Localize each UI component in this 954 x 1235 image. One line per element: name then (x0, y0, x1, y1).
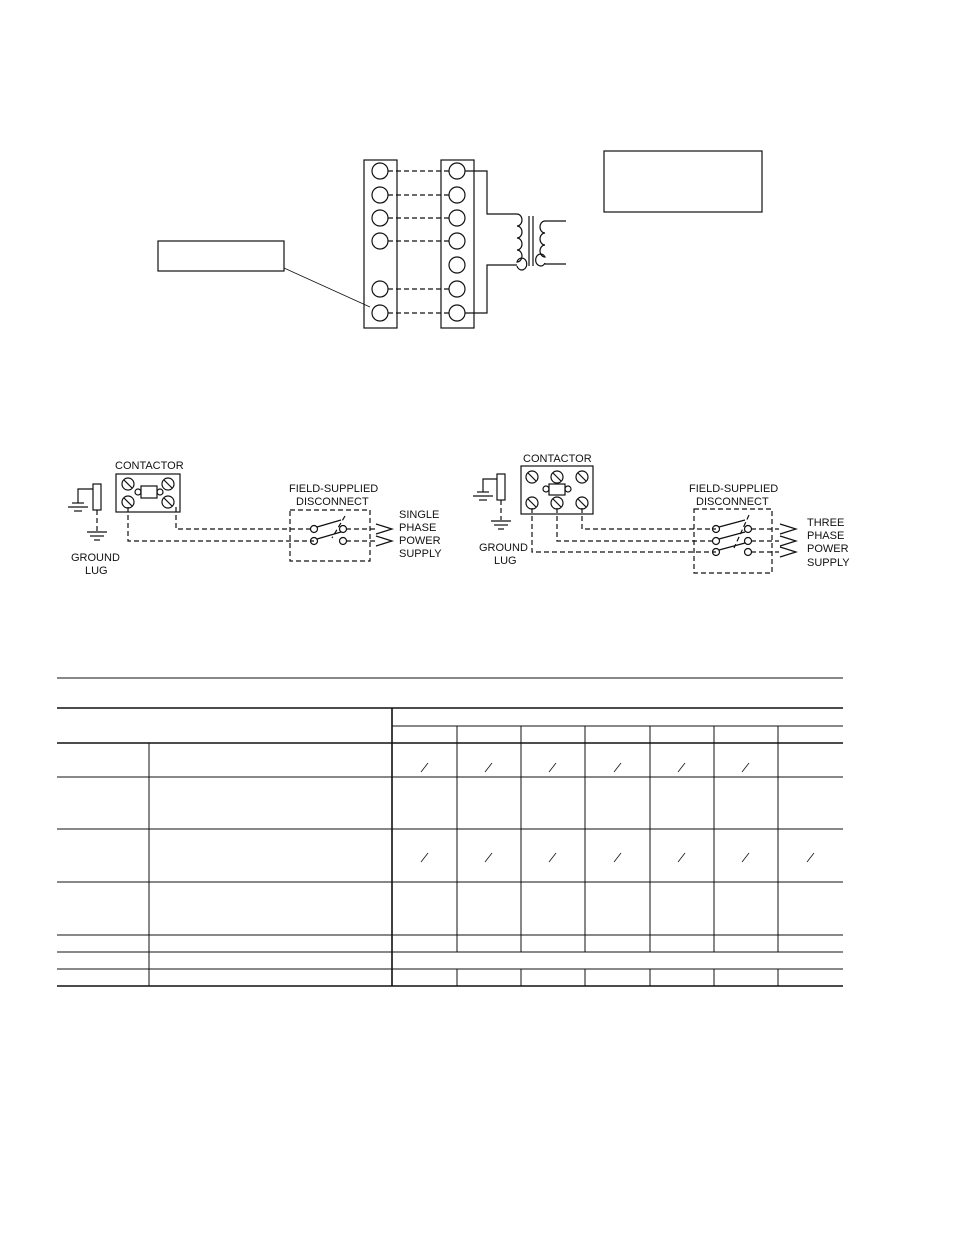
terminal-circle (449, 233, 465, 249)
svg-text:LUG: LUG (85, 565, 108, 577)
terminal-circle (372, 163, 388, 179)
svg-text:PHASE: PHASE (399, 522, 437, 534)
terminal-circle (449, 281, 465, 297)
svg-text:THREE: THREE (807, 517, 845, 529)
supply-wire (582, 508, 716, 529)
terminal-circle (372, 281, 388, 297)
primary-coil (517, 214, 527, 270)
svg-text:SUPPLY: SUPPLY (399, 548, 442, 560)
svg-text:DISCONNECT: DISCONNECT (696, 496, 769, 508)
contactor-coil (549, 484, 565, 495)
svg-text:LUG: LUG (494, 555, 517, 567)
contactor-coil (141, 486, 157, 498)
ground-lug-three (473, 474, 511, 529)
terminal-circle (372, 305, 388, 321)
data-table-grid (57, 678, 843, 986)
contactor-screw-terminals (122, 478, 174, 508)
contactor-single (116, 474, 180, 512)
callout-box-left (158, 241, 284, 271)
svg-text:GROUND: GROUND (71, 552, 120, 564)
left-terminal-circles (372, 163, 388, 321)
svg-text:GROUND: GROUND (479, 542, 528, 554)
callout-box-right (604, 151, 762, 212)
transformer (465, 171, 566, 313)
terminal-wiring-figure (158, 151, 762, 328)
contactor-label: CONTACTOR (523, 453, 592, 465)
right-terminal-circles (449, 163, 465, 321)
supply-wire (557, 508, 716, 541)
svg-text:POWER: POWER (807, 543, 849, 555)
terminal-circle (449, 163, 465, 179)
contactor-three (521, 466, 593, 514)
svg-text:SINGLE: SINGLE (399, 509, 440, 521)
terminal-circle (372, 210, 388, 226)
svg-text:FIELD-SUPPLIED: FIELD-SUPPLIED (289, 483, 379, 495)
svg-text:DISCONNECT: DISCONNECT (296, 496, 369, 508)
table-slash-marks (421, 763, 814, 862)
right-terminal-board (441, 160, 474, 328)
terminal-circle (372, 233, 388, 249)
secondary-coil (536, 221, 545, 266)
three-phase-wiring-figure (473, 453, 850, 573)
contactor-label: CONTACTOR (115, 460, 184, 472)
ground-lug-single (68, 484, 107, 540)
callout-leader (284, 268, 370, 307)
table-column-dividers (457, 726, 778, 986)
terminal-circle (449, 210, 465, 226)
terminal-circle (449, 187, 465, 203)
svg-text:SUPPLY: SUPPLY (807, 557, 850, 569)
left-terminal-board (364, 160, 397, 328)
svg-text:POWER: POWER (399, 535, 441, 547)
svg-text:FIELD-SUPPLIED: FIELD-SUPPLIED (689, 483, 779, 495)
contactor-screw-terminals (526, 471, 588, 509)
svg-text:PHASE: PHASE (807, 530, 845, 542)
terminal-circle (372, 187, 388, 203)
single-phase-wiring-figure (68, 460, 442, 577)
terminal-circle (449, 257, 465, 273)
terminal-circle (449, 305, 465, 321)
